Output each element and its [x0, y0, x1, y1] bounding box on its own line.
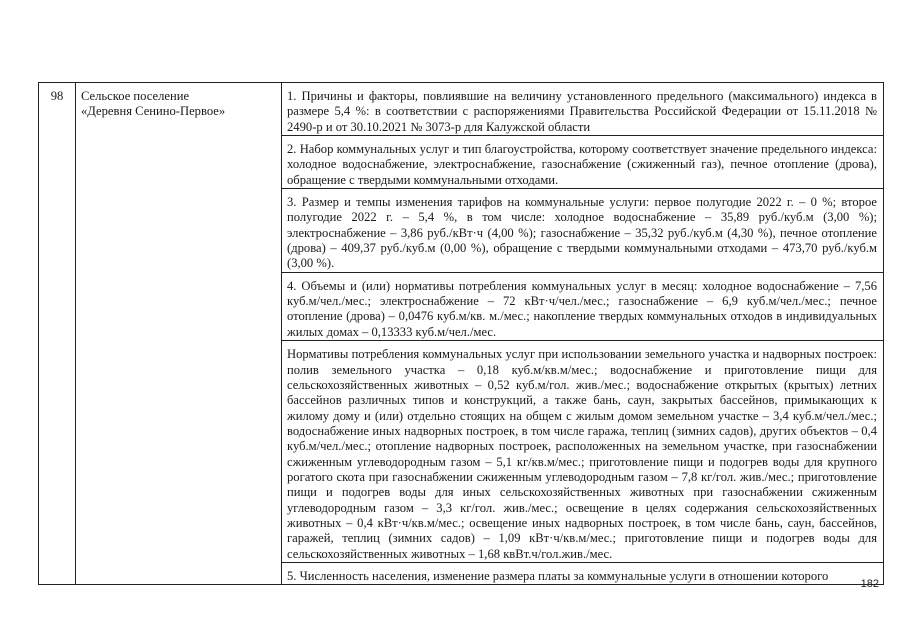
settlement-name: «Деревня Сенино-Первое» — [81, 104, 226, 119]
description-cell — [282, 83, 884, 585]
paragraph-6: 5. Численность населения, изменение размера платы за коммунальные услуги в отношении которого — [287, 568, 829, 583]
paragraph-2: 2. Набор коммунальных услуг и тип благоустройства, которому соответствует значение предельного индекса: холодное водоснабжение, электроснабжение, газоснабжение (сжиженный газ), печное отопление (дрова), обращение с твердыми коммунальными отходами. — [282, 136, 883, 189]
paragraph-1: 1. Причины и факторы, повлиявшие на величину установленного предельного (максимального) индекса в размере 5,4 %: в соответствии с распоряжениями Правительства Российской Федерации от 15.11.2018 № 2490-р и от 30.10.2021 № 3073-р для Калужской области — [282, 83, 883, 136]
table-row — [39, 83, 884, 585]
page-number: 182 — [860, 578, 879, 590]
row-number: 98 — [39, 83, 76, 585]
paragraph-5: Нормативы потребления коммунальных услуг при использовании земельного участка и надворных построек: полив земельного участка – 0,18 куб.м/кв.м/мес.; водоснабжение и приготовление пищи для сельскохозяйственных животных – 0,52 куб.м/гол. жив./мес.; водоснабжение открытых (крытых) летних бассейнов различных типов и конструкций, а также бань, саун, закрытых бассейнов, примыкающих к жилому дому и (или) отдельно стоящих на общем с жилым домом земельном участке – 3,4 куб.м/чел./мес.; водоснабжение иных надворных построек, в том числе гаража, теплиц (зимних садов), других объектов – 0,4 куб.м/чел./мес.; отопление надворных построек, расположенных на земельном участке, при газоснабжении сжиженным углеводородным газом – 5,1 кг/кв.м/мес.; приготовление пищи и подогрев воды для крупного рогатого скота при газоснабжении сжиженным углеводородным газом – 7,8 кг/гол. жив./мес.; приготовление пищи и подогрев воды для иных сельскохозяйственных животных при газоснабжении сжиженным углеводородным газом – 3,3 кг/гол. жив./мес.; освещение в целях содержания сельскохозяйственных животных – 0,4 кВт·ч/кв.м/мес.; освещение иных надворных построек, в том числе бань, саун, бассейнов, гаражей, теплиц (зимних садов) – 1,09 кВт·ч/кв.м/мес.; приготовление пищи и подогрев воды для сельскохозяйственных животных – 1,68 квВт.ч/гол.жив./мес. — [282, 341, 883, 563]
paragraph-3: 3. Размер и темпы изменения тарифов на коммунальные услуги: первое полугодие 2022 г. – 0 %; второе полугодие 2022 г. – 5,4 %, в том числе: холодное водоснабжение – 35,89 руб./куб.м (3,00 %); электроснабжение – 3,86 руб./кВт·ч (4,00 %); газоснабжение – 35,32 руб./куб.м (4,30 %), печное отопление (дрова) – 409,37 руб./куб.м (0,00 %), обращение с твердыми коммунальными отходами – 473,70 руб./куб.м (3,00 %). — [282, 189, 883, 273]
settlement-cell — [76, 83, 282, 585]
paragraph-4: 4. Объемы и (или) нормативы потребления коммунальных услуг в месяц: холодное водоснабжение – 7,56 куб.м/чел./мес.; электроснабжение – 72 кВт·ч/чел./мес.; газоснабжение – 6,9 куб.м/чел./мес.; печное отопление (дрова) – 0,0476 куб.м/кв. м./мес.; накопление твердых коммунальных отходов в индивидуальных жилых домах – 0,13333 куб.м/чел./мес. — [282, 273, 883, 341]
document-table — [38, 82, 884, 585]
settlement-type: Сельское поселение — [81, 89, 190, 103]
